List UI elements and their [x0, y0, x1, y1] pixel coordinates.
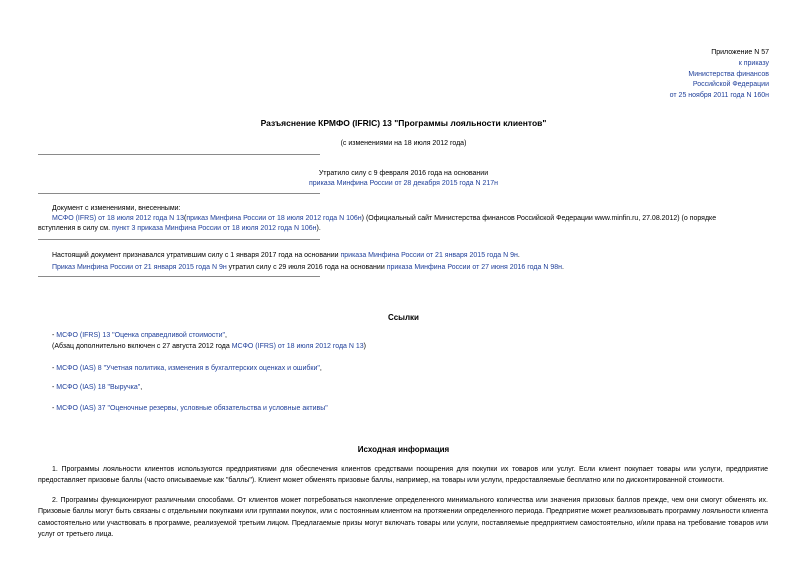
reference-item: [52, 331, 227, 340]
changes-line2: [38, 224, 321, 233]
order-98n-link[interactable]: приказа Минфина России от 27 июня 2016 года N 98н: [386, 264, 562, 271]
reference-note: [52, 342, 366, 351]
edition-note: (с изменениями на 18 июля 2012 года): [340, 140, 467, 147]
appendix-header: [670, 48, 769, 102]
changes-source-text: ) (Официальный сайт Министерства финансов Российской Федерации www.minfin.ru, 27.08.2012) (о порядке: [361, 215, 717, 222]
dash: -: [52, 365, 57, 372]
changes-line1: [52, 214, 768, 223]
ifrs-amendment-link-2[interactable]: МСФО (IFRS) от 18 июля 2012 года N 13: [231, 343, 364, 350]
period: .: [517, 252, 520, 259]
divider: [38, 193, 320, 194]
paragraph-2: [38, 495, 768, 540]
divider: [38, 154, 320, 155]
appendix-number: Приложение N 57: [711, 49, 769, 56]
order-9n-link-2[interactable]: Приказ Минфина России от 21 января 2015 года N 9н: [52, 264, 227, 271]
changes-heading: Документ с изменениями, внесенными:: [52, 205, 181, 212]
invalid-line2-text: утратил силу с 29 июля 2016 года на основании: [226, 264, 387, 271]
changes-line2-end: ).: [316, 225, 321, 232]
comma: ,: [319, 365, 322, 372]
ias-18-link[interactable]: МСФО (IAS) 18 "Выручка": [56, 384, 141, 391]
invalid-line1-text: Настоящий документ признавался утратившим силу с 1 января 2017 года на основании: [52, 252, 341, 259]
order-link-line2[interactable]: Министерства финансов: [688, 70, 769, 78]
changes-line2-text: вступления в силу см.: [38, 225, 113, 232]
comma: ,: [140, 384, 143, 391]
minfin-order-106n-link[interactable]: приказ Минфина России от 18 июля 2012 года N 106н: [186, 215, 362, 222]
reference-item: [52, 383, 142, 392]
reference-item: [52, 364, 322, 373]
ifrs-13-link[interactable]: МСФО (IFRS) 13 "Оценка справедливой стоимости": [56, 332, 225, 339]
dash: -: [52, 384, 57, 391]
paragraph-1-text: 1. Программы лояльности клиентов используются предприятиями для обеспечения клиентов средствами поощрения для покупки их товаров или услуг. Если клиент покупает товары или услуги, предприятие предоставляет призовые баллы (часто описываемые как "баллы"). Клиент может обменять призовые баллы, например, на товары или услуги, предоставляемые бесплатно или по дисконтированной стоимости.: [38, 466, 768, 485]
order-link-line4[interactable]: от 25 ноября 2011 года N 160н: [669, 92, 769, 100]
dash: -: [52, 405, 57, 412]
reference-note-text: (Абзац дополнительно включен с 27 августа 2012 года: [52, 343, 232, 350]
paren: (: [183, 215, 187, 222]
expired-order-link[interactable]: приказа Минфина России от 28 декабря 2015 года N 217н: [308, 180, 499, 187]
divider: [38, 276, 320, 277]
ias-37-link[interactable]: МСФО (IAS) 37 "Оценочные резервы, условные обязательства и условные активы": [56, 405, 328, 412]
ias-8-link[interactable]: МСФО (IAS) 8 "Учетная политика, изменения в бухгалтерских оценках и ошибки": [56, 365, 320, 372]
divider: [38, 239, 320, 240]
invalid-line2: [52, 263, 768, 272]
order-link-line1[interactable]: к приказу: [738, 59, 769, 67]
dash: -: [52, 332, 57, 339]
document-title: Разъяснение КРМФО (IFRIC) 13 "Программы лояльности клиентов": [260, 118, 547, 128]
order-106n-clause-link[interactable]: пункт 3 приказа Минфина России от 18 июля 2012 года N 106н: [112, 225, 317, 232]
ifrs-amendment-link[interactable]: МСФО (IFRS) от 18 июля 2012 года N 13: [52, 215, 184, 222]
order-9n-link[interactable]: приказа Минфина России от 21 января 2015 года N 9н: [340, 252, 518, 259]
background-heading: Исходная информация: [357, 445, 450, 454]
paragraph-2-text: 2. Программы функционируют различными способами. От клиентов может потребоваться накопление определенного минимального количества или значения призовых баллов прежде, чем они смогут обменять их. Призовые баллы могут быть связаны с отдельными покупками или группами покупок, или с постоянным клиентом на протяжении определенного периода. Предприятие может реализовывать программу лояльности клиента самостоятельно или участвовать в программе, реализуемой третьим лицом. Предлагаемые призы могут включать товары или услуги, поставляемые предприятием самостоятельно, и/или права на требование товаров или услуг от третьего лица.: [38, 497, 768, 538]
invalid-line1: [52, 251, 768, 260]
reference-item: [52, 404, 328, 413]
references-heading: Ссылки: [388, 313, 419, 322]
paragraph-1: [38, 464, 768, 487]
expired-line: Утратило силу с 9 февраля 2016 года на основании: [318, 170, 489, 177]
order-link-line3[interactable]: Российской Федерации: [692, 81, 769, 89]
paren: ): [363, 343, 367, 350]
comma: ,: [225, 332, 227, 339]
period: .: [561, 264, 564, 271]
